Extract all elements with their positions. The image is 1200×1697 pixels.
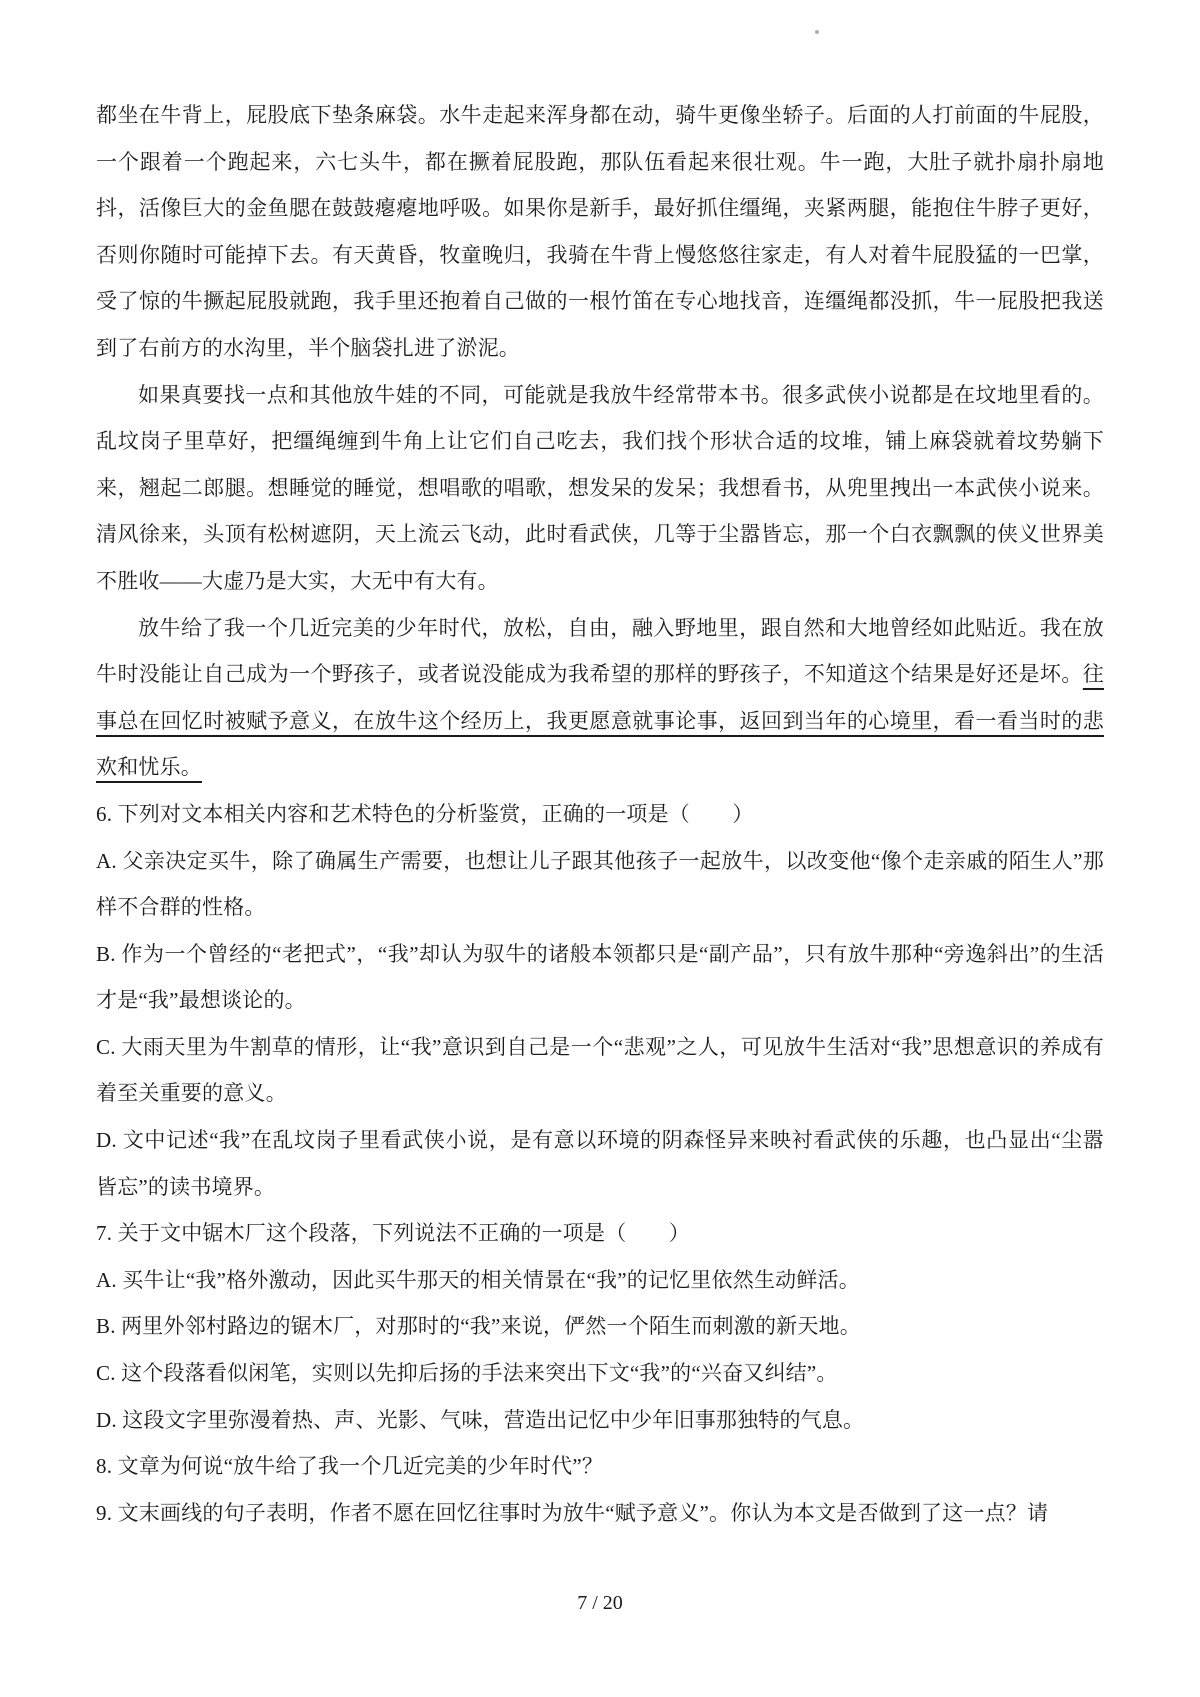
passage-paragraph-3 — [96, 605, 1104, 791]
question-6-option-c: C. 大雨天里为牛割草的情形，让“我”意识到自己是一个“悲观”之人，可见放牛生活对“我”思想意识的养成有着至关重要的意义。 — [96, 1034, 1104, 1106]
question-7-option-b: B. 两里外邻村路边的锯木厂，对那时的“我”来说，俨然一个陌生而刺激的新天地。 — [96, 1314, 861, 1339]
question-7-stem: 7. 关于文中锯木厂这个段落，下列说法不正确的一项是（ ） — [96, 1221, 690, 1246]
question-7-option-a: A. 买牛让“我”格外激动，因此买牛那天的相关情景在“我”的记忆里依然生动鲜活。 — [96, 1267, 860, 1292]
question-8 — [96, 1443, 1104, 1490]
question-6-option-b: B. 作为一个曾经的“老把式”，“我”却认为驭牛的诸般本领都只是“副产品”，只有放牛那种“旁逸斜出”的生活才是“我”最想谈论的。 — [96, 941, 1104, 1013]
passage-paragraph-2: 如果真要找一点和其他放牛娃的不同，可能就是我放牛经常带本书。很多武侠小说都是在坟地里看的。乱坟岗子里草好，把缰绳缠到牛角上让它们自己吃去，我们找个形状合适的坟堆，铺上麻袋就着坟势躺下来，翘起二郎腿。想睡觉的睡觉，想唱歌的唱歌，想发呆的发呆；我想看书，从兜里拽出一本武侠小说来。清风徐来，头顶有松树遮阴，天上流云飞动，此时看武侠，几等于尘嚣皆忘，那一个白衣飘飘的侠义世界美不胜收——大虚乃是大实，大无中有大有。 — [96, 382, 1104, 593]
question-7 — [96, 1210, 1104, 1443]
question-7-option-c: C. 这个段落看似闲笔，实则以先抑后扬的手法来突出下文“我”的“兴奋又纠结”。 — [96, 1361, 838, 1386]
question-8-stem: 8. 文章为何说“放牛给了我一个几近完美的少年时代”？ — [96, 1454, 604, 1479]
passage-paragraph-3-text: 放牛给了我一个几近完美的少年时代，放松，自由，融入野地里，跟自然和大地曾经如此贴近。我在放牛时没能让自己成为一个野孩子，或者说没能成为我希望的那样的野孩子，不知道这个结果是好还是坏。 — [96, 615, 1104, 687]
question-6-option-a: A. 父亲决定买牛，除了确属生产需要，也想让儿子跟其他孩子一起放牛，以改变他“像个走亲戚的陌生人”那样不合群的性格。 — [96, 848, 1104, 920]
question-9 — [96, 1490, 1104, 1537]
underlined-sentence: 往事总在回忆时被赋予意义，在放牛这个经历上，我更愿意就事论事，返回到当年的心境里，看一看当时的悲欢和忧乐。 — [96, 662, 1104, 780]
question-9-stem: 9. 文末画线的句子表明，作者不愿在回忆往事时为放牛“赋予意义”。你认为本文是否做到了这一点？请 — [96, 1500, 1049, 1525]
exam-page-content — [96, 92, 1104, 1536]
scan-speck-artifact — [815, 30, 819, 34]
question-6-option-d: D. 文中记述“我”在乱坟岗子里看武侠小说，是有意以环境的阴森怪异来映衬看武侠的乐趣，也凸显出“尘嚣皆忘”的读书境界。 — [96, 1128, 1104, 1199]
question-6 — [96, 791, 1104, 1210]
page-footer — [0, 1592, 1200, 1615]
question-6-stem: 6. 下列对文本相关内容和艺术特色的分析鉴赏，正确的一项是（ ） — [96, 801, 754, 826]
question-7-option-d: D. 这段文字里弥漫着热、声、光影、气味，营造出记忆中少年旧事那独特的气息。 — [96, 1407, 865, 1432]
page-number: 7 / 20 — [577, 1592, 623, 1614]
passage-paragraph-1: 都坐在牛背上，屁股底下垫条麻袋。水牛走起来浑身都在动，骑牛更像坐轿子。后面的人打前面的牛屁股，一个跟着一个跑起来，六七头牛，都在撅着屁股跑，那队伍看起来很壮观。牛一跑，大肚子就扑扇扑扇地抖，活像巨大的金鱼腮在鼓鼓瘪瘪地呼吸。如果你是新手，最好抓住缰绳，夹紧两腿，能抱住牛脖子更好，否则你随时可能掉下去。有天黄昏，牧童晚归，我骑在牛背上慢悠悠往家走，有人对着牛屁股猛的一巴掌，受了惊的牛撅起屁股就跑，我手里还抱着自己做的一根竹笛在专心地找音，连缰绳都没抓，牛一屁股把我送到了右前方的水沟里，半个脑袋扎进了淤泥。 — [96, 103, 1104, 360]
reading-passage — [96, 92, 1104, 791]
